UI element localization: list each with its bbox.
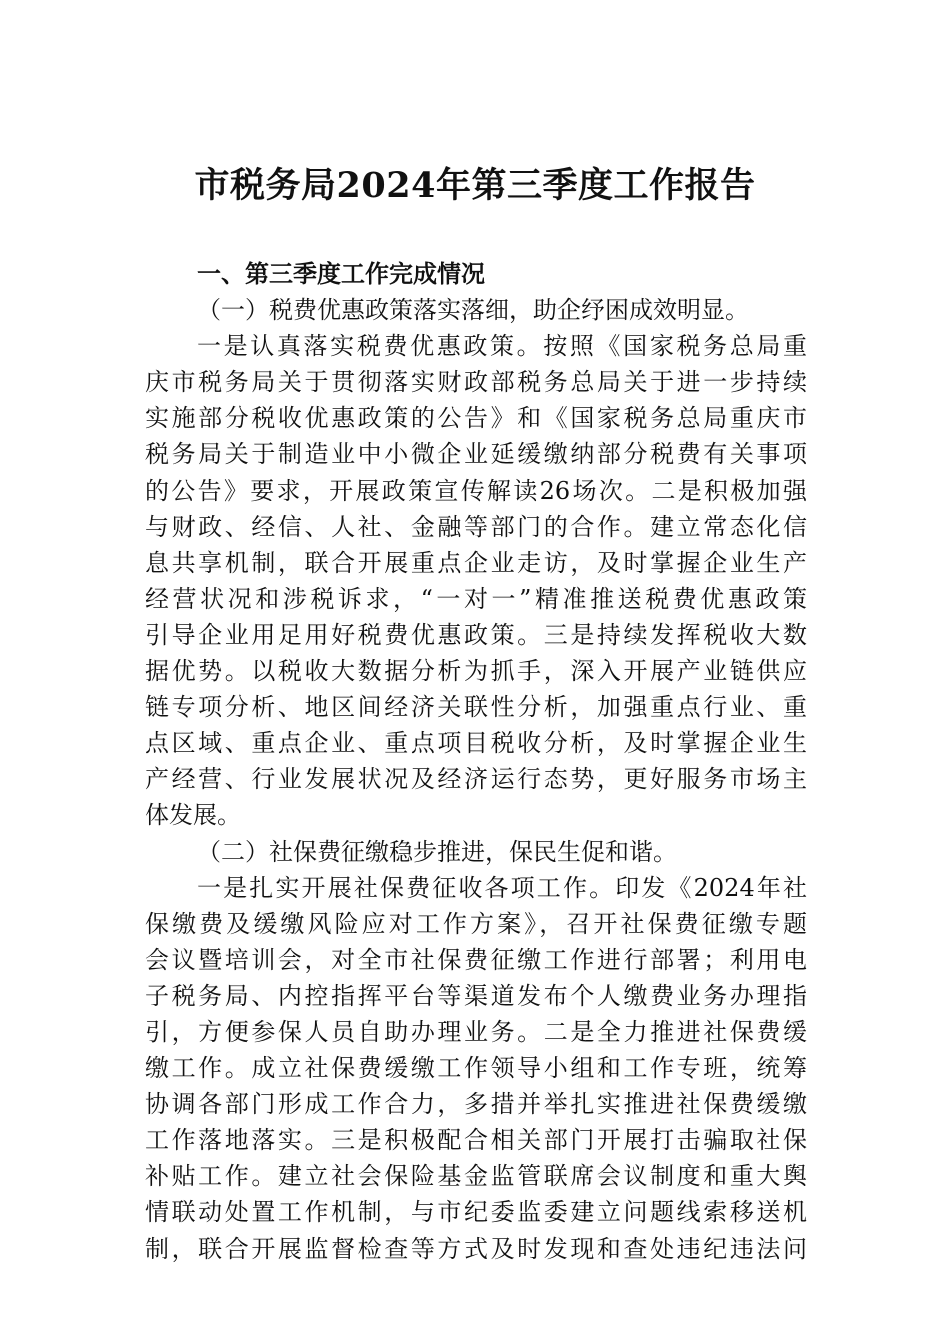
paragraph-line: 制，联合开展监督检查等方式及时发现和查处违纪违法问: [145, 1234, 807, 1263]
paragraph-line: 子税务局、内控指挥平台等渠道发布个人缴费业务办理指: [145, 981, 807, 1010]
paragraph-line: 税务局关于制造业中小微企业延缓缴纳部分税费有关事项: [145, 440, 807, 469]
paragraph-line: 据优势。以税收大数据分析为抓手，深入开展产业链供应: [145, 657, 807, 686]
paragraph-line: 会议暨培训会，对全市社保费征缴工作进行部署；利用电: [145, 945, 807, 974]
paragraph-line: 工作落地落实。三是积极配合相关部门开展打击骗取社保: [145, 1126, 807, 1155]
paragraph-line: 链专项分析、地区间经济关联性分析，加强重点行业、重: [145, 693, 807, 722]
section-heading: 一、第三季度工作完成情况: [197, 260, 485, 288]
paragraph-line: 引，方便参保人员自助办理业务。二是全力推进社保费缓: [145, 1017, 807, 1046]
subsection-heading-1: （一）税费优惠政策落实落细，助企纾困成效明显。: [197, 296, 749, 325]
paragraph-line: 的公告》要求，开展政策宣传解读26场次。二是积极加强: [145, 476, 807, 505]
paragraph-line: 协调各部门形成工作合力，多措并举扎实推进社保费缓缴: [145, 1090, 807, 1119]
paragraph-line: 引导企业用足用好税费优惠政策。三是持续发挥税收大数: [145, 620, 807, 649]
paragraph-line: 补贴工作。建立社会保险基金监管联席会议制度和重大舆: [145, 1162, 807, 1191]
paragraph-line: 实施部分税收优惠政策的公告》和《国家税务总局重庆市: [145, 404, 807, 433]
paragraph-line: 庆市税务局关于贯彻落实财政部税务总局关于进一步持续: [145, 368, 807, 397]
paragraph-line: 一是扎实开展社保费征收各项工作。印发《2024年社: [197, 873, 807, 902]
document-body: [145, 256, 807, 1267]
paragraph-line: 缴工作。成立社保费缓缴工作领导小组和工作专班，统筹: [145, 1054, 807, 1083]
paragraph-line: 产经营、行业发展状况及经济运行态势，更好服务市场主: [145, 765, 807, 794]
paragraph-line: 保缴费及缓缴风险应对工作方案》，召开社保费征缴专题: [145, 909, 807, 938]
document-title: 市税务局2024年第三季度工作报告: [194, 165, 756, 206]
paragraph-line: 经营状况和涉税诉求，“一对一”精准推送税费优惠政策: [145, 584, 807, 613]
paragraph-line: 情联动处置工作机制，与市纪委监委建立问题线索移送机: [145, 1198, 807, 1227]
subsection-heading-2: （二）社保费征缴稳步推进，保民生促和谐。: [197, 837, 677, 866]
paragraph-line: 息共享机制，联合开展重点企业走访，及时掌握企业生产: [145, 548, 807, 577]
paragraph-line: 与财政、经信、人社、金融等部门的合作。建立常态化信: [145, 512, 807, 541]
paragraph-line: 点区域、重点企业、重点项目税收分析，及时掌握企业生: [145, 729, 807, 758]
paragraph-line: 体发展。: [145, 801, 241, 830]
paragraph-line: 一是认真落实税费优惠政策。按照《国家税务总局重: [197, 332, 807, 361]
